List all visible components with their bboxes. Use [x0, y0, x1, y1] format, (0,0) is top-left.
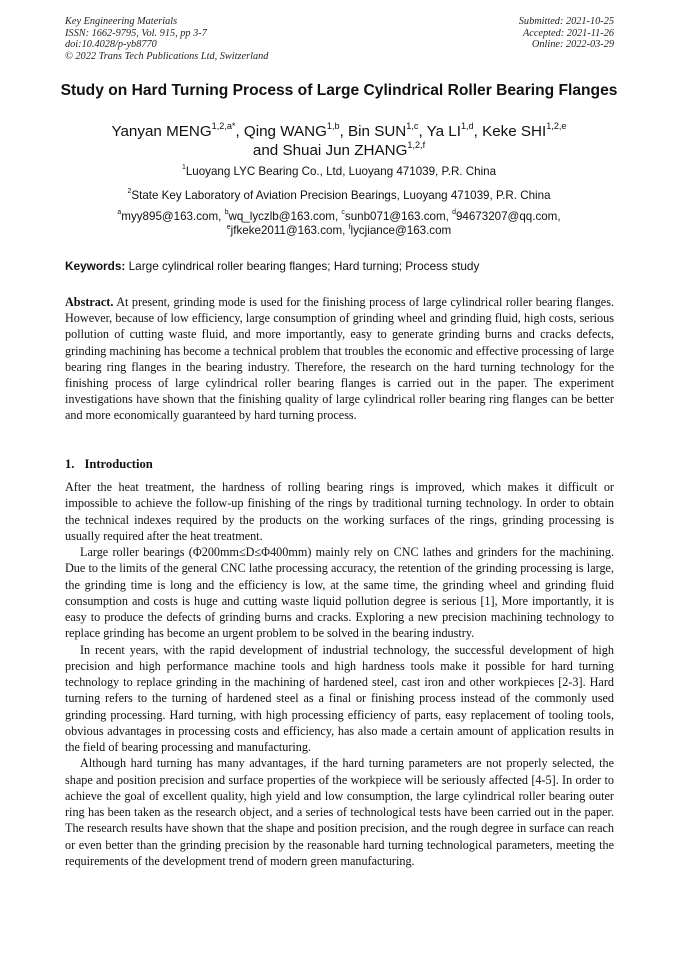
keywords-text: Large cylindrical roller bearing flanges; Hard turning; Process study — [128, 259, 480, 273]
doi: doi:10.4028/p-yb8770 — [65, 39, 157, 51]
author-affiliation-mark: 1,b — [326, 121, 340, 132]
author-name: Qing WANG — [243, 123, 327, 140]
affiliation-text: Luoyang LYC Bearing Co., Ltd, Luoyang 471039, P.R. China — [185, 165, 497, 178]
keywords-label: Keywords: — [65, 259, 126, 273]
email-link[interactable]: jfkeke2011@163.com, — [230, 224, 346, 238]
author-conjunction: and — [252, 142, 279, 159]
email-line — [60, 210, 618, 224]
email-link[interactable]: myy895@163.com, — [121, 210, 222, 223]
author-affiliation-mark: 1,c — [406, 121, 419, 132]
author-list: Yanyan $MENG^{1,2,a*}$, Qing WANG$^{1,b}$, Bin SUN$^{1,c}$, Ya LI$^{1,d}$, Keke SHI$^{1,2,e}$ and Shuai Jun ZHANG$^{1,2,f}$ — [111, 121, 567, 159]
paper-title: Study on Hard Turning Process of Large Cylindrical Roller Bearing Flanges — [60, 82, 618, 99]
author-affiliation-mark: 1,2,a* — [211, 121, 236, 132]
paragraph: Although hard turning has many advantages, if the hard turning parameters are not properly selected, the shape and position precision and surface properties of the workpiece will be seriously affected [4-5]. In order to achieve the goal of excellent quality, high yield and low consumption, the large cylindrical roller bearing outer ring has been taken as the research object, and a series of technological tests have been carried out in the paper. The research results have shown that the shape and position precision, and the rough degree in surface can reach or even better than the grinding precision by the reasonable hard turning technological parameters, meeting the requirements of the development trend of modern green manufacturing. — [65, 756, 614, 868]
paragraph: Large roller bearings (Φ200mm≤D≤Φ400mm) mainly rely on CNC lathes and grinders for the machining. Due to the limits of the general CNC lathe processing accuracy, the retention of the grinding processing is large, the grinding time is long and the efficiency is low, at the same time, the grinding wheel and grinding fluid consumption and costs is huge and cutting waste liquid pollution degree is serious [1], More importantly, it is easy to produce the defects of grinding burns and cracks. Exploring a new precision machining technology to replace grinding has become an urgent problem to be solved in the bearing industry. — [65, 545, 614, 641]
email-line — [60, 224, 618, 238]
affiliation-2 — [60, 189, 618, 203]
email-link[interactable]: 94673207@qq.com, — [455, 210, 561, 223]
affiliation-text: State Key Laboratory of Aviation Precision Bearings, Luoyang 471039, P.R. China — [131, 189, 551, 202]
email-mark: a — [117, 209, 122, 217]
email-mark: b — [224, 209, 229, 217]
section-title: Introduction — [84, 457, 153, 471]
author-name: Bin SUN — [348, 123, 407, 140]
issn-volume-pages: ISSN: 1662-9795, Vol. 915, pp 3-7 — [65, 27, 207, 39]
email-mark: c — [341, 209, 345, 217]
copyright: © 2022 Trans Tech Publications Ltd, Switzerland — [65, 50, 269, 62]
affiliation-mark: 2 — [127, 188, 132, 196]
author-affiliation-mark: 1,2,f — [407, 140, 426, 151]
email-link[interactable]: sunb071@163.com, — [344, 210, 449, 223]
email-mark: e — [226, 223, 231, 231]
author-affiliation-mark: 1,2,e — [546, 121, 567, 132]
email-link[interactable]: lycjiance@163.com — [350, 224, 452, 238]
accepted-date: Accepted: 2021-11-26 — [522, 27, 614, 39]
author-name: Ya LI — [426, 123, 461, 140]
paragraph: After the heat treatment, the hardness of rolling bearing rings is improved, which makes it difficult or impossible to achieve the follow-up finishing of the rings by traditional turning technology. In order to obtain the technical indexes required by the products on the working surfaces of the rings, grinding processing is usually required after the heat treatment. — [65, 480, 614, 543]
online-date: Online: 2022-03-29 — [531, 39, 614, 51]
abstract-label: Abstract. — [65, 295, 114, 309]
affiliation-1 — [60, 165, 618, 179]
abstract — [65, 294, 614, 424]
abstract-text: At present, grinding mode is used for the finishing process of large cylindrical roller bearing flanges. However, because of low efficiency, large consumption of grinding wheel and grinding fluid, high costs, serious pollution of cutting waste fluid, and more importantly, easy to generate grinding burns and cracks defects, grinding machining has become a technical problem that troubles the economic and effective processing of large bearing ring flanges in the bearing industry. Therefore, the research on the hard turning technology for the finishing process of large cylindrical roller bearing flanges is carried out in the paper. The experiment investigations have shown that the finishing quality of large cylindrical roller bearing ring flanges can be better and more economically guaranteed by hard turning process. — [65, 295, 614, 423]
email-mark: f — [348, 223, 351, 231]
section-heading-introduction — [65, 457, 153, 472]
email-mark: d — [452, 209, 456, 217]
submitted-date: Submitted: 2021-10-25 — [518, 16, 614, 27]
section-number: 1. — [65, 457, 75, 471]
author-name: Shuai Jun ZHANG — [282, 142, 408, 159]
journal-info — [65, 16, 268, 62]
journal-name: Key Engineering Materials — [65, 16, 178, 27]
email-link[interactable]: wq_lyczlb@163.com, — [228, 210, 339, 223]
author-name: Yanyan MENG — [111, 123, 212, 140]
keywords — [65, 259, 625, 273]
affiliation-mark: 1 — [181, 164, 186, 172]
author-name: Keke SHI — [482, 123, 547, 140]
author-affiliation-mark: 1,d — [460, 121, 474, 132]
paragraph: In recent years, with the rapid development of industrial technology, the successful development of high precision and high performance machine tools and high hardness tools make it possible for hard turning technology to replace grinding in the machining of hardened steel, cast iron and other workpieces [2-3]. Hard turning refers to the turning of hardened steel as a final or finishing process instead of the commonly used grinding processing. Hard turning, with high processing efficiency of parts, easy replacement of tooling tools, obvious advantages in processing costs and efficiency, has also made a certain amount of application results in the field of bearing processing and manufacturing. — [65, 642, 614, 754]
introduction-body — [65, 479, 614, 869]
publication-dates — [519, 16, 614, 51]
author-emails — [60, 210, 618, 239]
